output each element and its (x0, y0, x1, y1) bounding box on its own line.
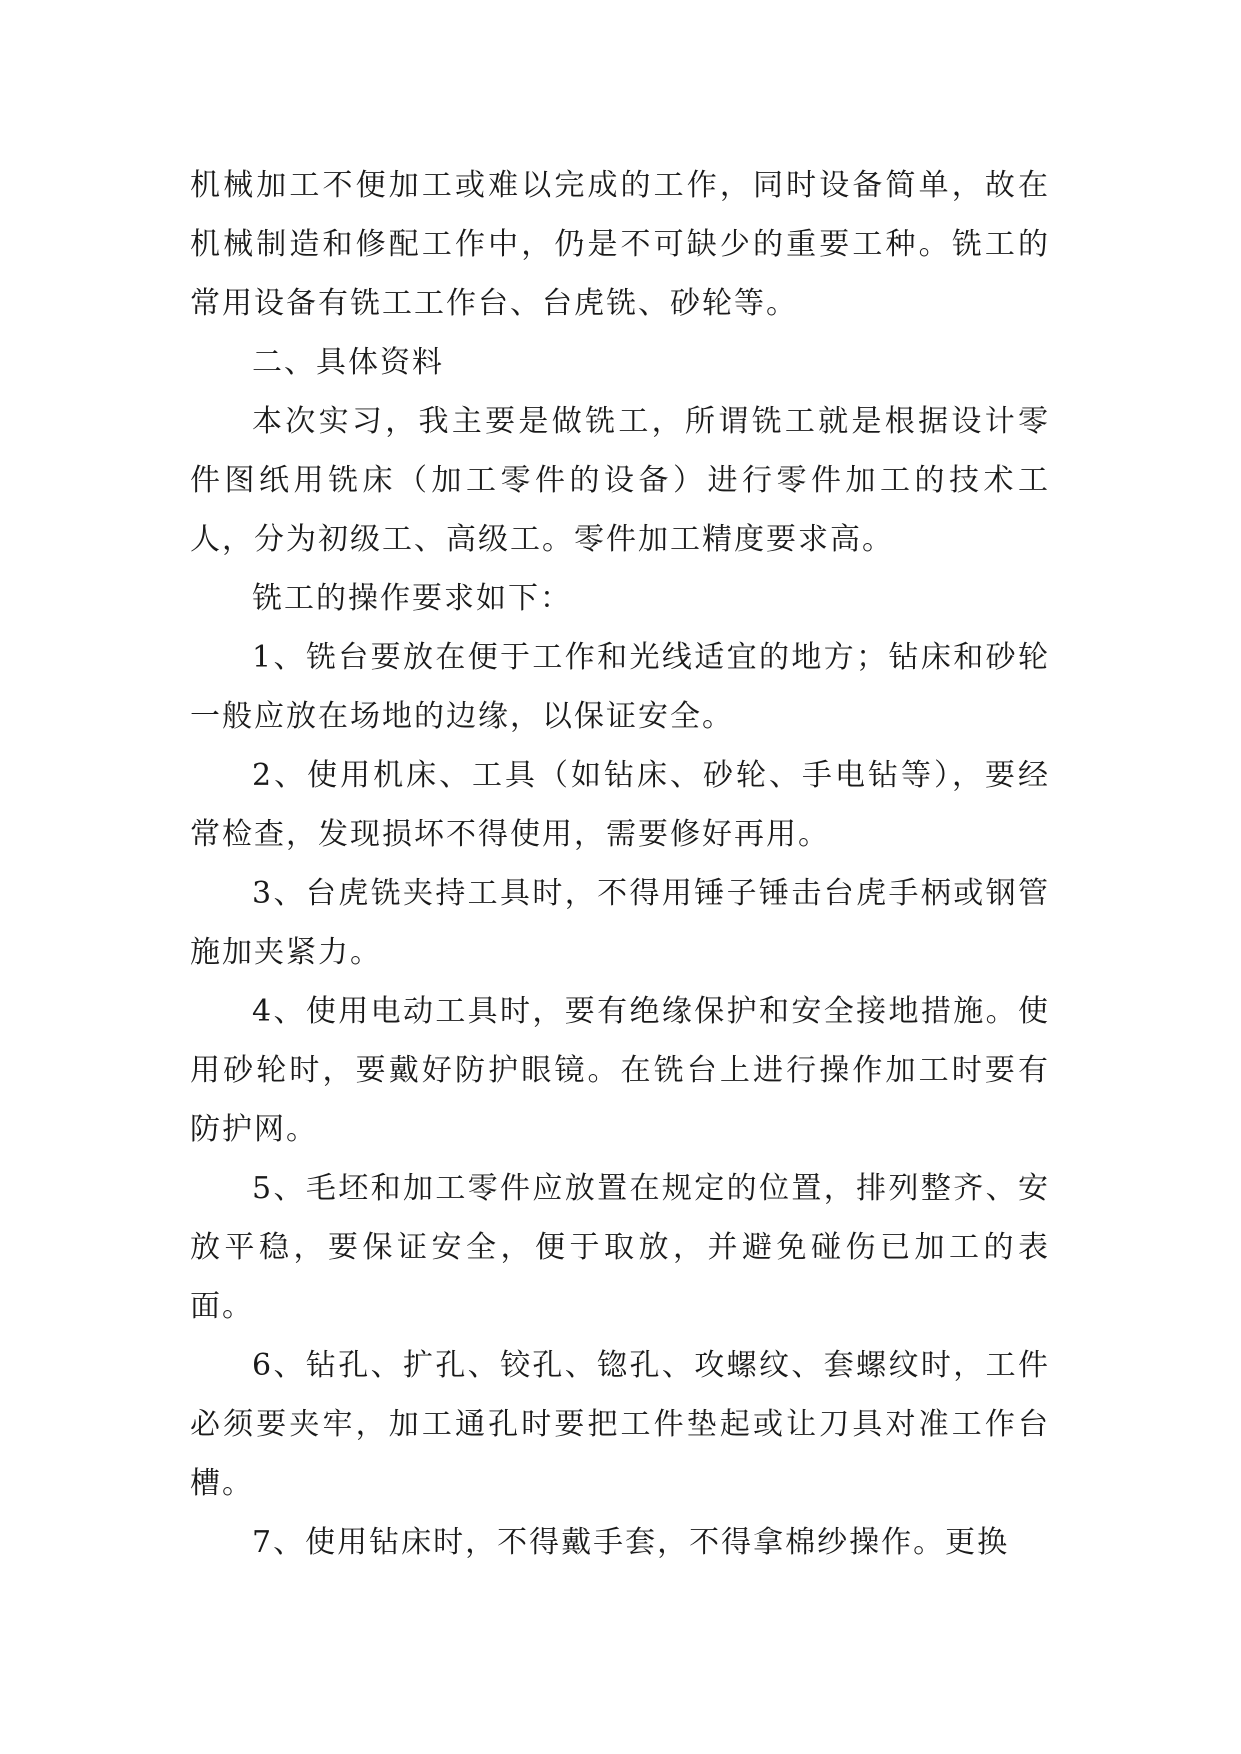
list-item-6: 6、钻孔、扩孔、铰孔、锪孔、攻螺纹、套螺纹时，工件必须要夹牢，加工通孔时要把工件垫起或让刀具对准工作台槽。 (190, 1348, 1050, 1501)
list-item-5: 5、毛坯和加工零件应放置在规定的位置，排列整齐、安放平稳，要保证安全，便于取放，并避免碰伤已加工的表面。 (190, 1171, 1050, 1324)
paragraph-requirements-intro: 铣工的操作要求如下： (252, 581, 572, 616)
document-body (190, 156, 1050, 1572)
list-item-7: 7、使用钻床时，不得戴手套，不得拿棉纱操作。更换 (252, 1525, 1010, 1560)
list-item-2: 2、使用机床、工具（如钻床、砂轮、手电钻等），要经常检查，发现损坏不得使用，需要修好再用。 (190, 758, 1050, 852)
section-heading: 二、具体资料 (252, 345, 444, 380)
list-item-1: 1、铣台要放在便于工作和光线适宜的地方；钻床和砂轮一般应放在场地的边缘，以保证安全。 (190, 640, 1050, 734)
paragraph-intro: 机械加工不便加工或难以完成的工作，同时设备简单，故在机械制造和修配工作中，仍是不可缺少的重要工种。铣工的常用设备有铣工工作台、台虎铣、砂轮等。 (190, 168, 1050, 321)
list-item-4: 4、使用电动工具时，要有绝缘保护和安全接地措施。使用砂轮时，要戴好防护眼镜。在铣台上进行操作加工时要有防护网。 (190, 994, 1050, 1147)
paragraph-internship: 本次实习，我主要是做铣工，所谓铣工就是根据设计零件图纸用铣床（加工零件的设备）进行零件加工的技术工人，分为初级工、高级工。零件加工精度要求高。 (190, 404, 1050, 557)
list-item-3: 3、台虎铣夹持工具时，不得用锤子锤击台虎手柄或钢管施加夹紧力。 (190, 876, 1050, 970)
